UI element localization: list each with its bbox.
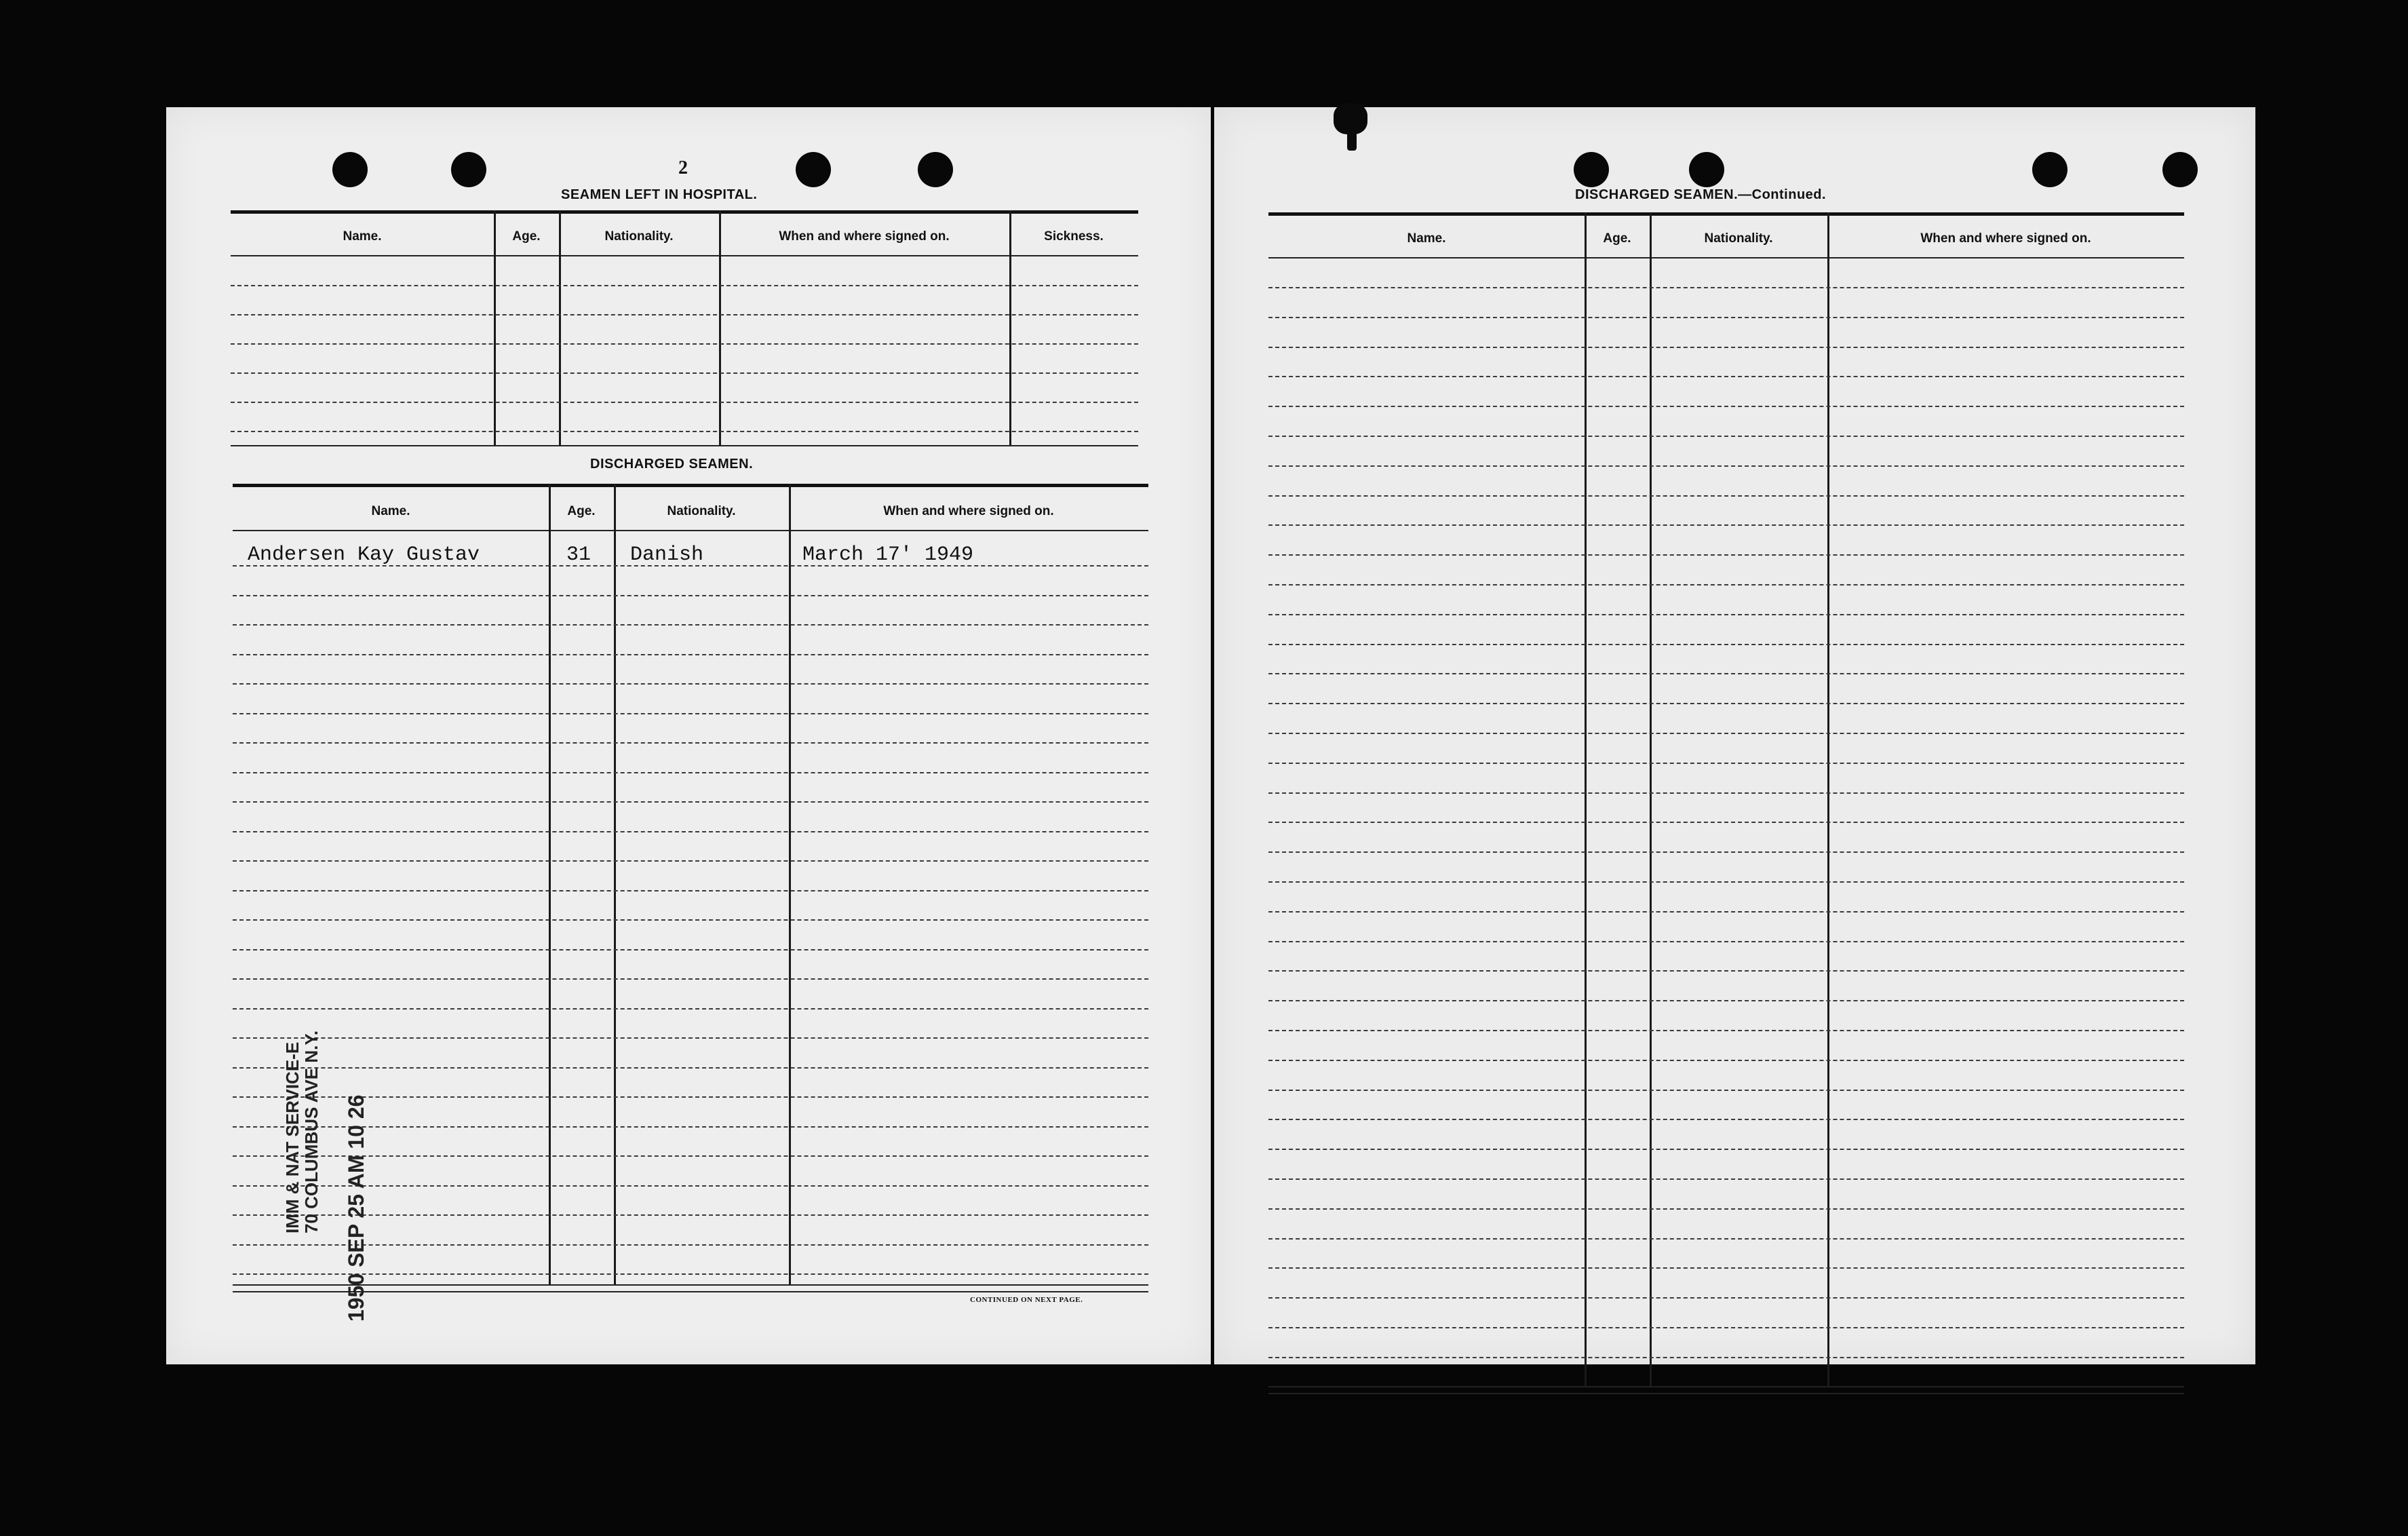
hospital-header-signed-on: When and where signed on.	[779, 229, 950, 244]
continued-header-name: Name.	[1407, 231, 1446, 246]
form-row-rule	[233, 1126, 1148, 1128]
form-row-rule	[233, 1273, 1148, 1275]
form-row-rule	[1268, 1357, 2184, 1358]
continued-footnote: CONTINUED ON NEXT PAGE.	[970, 1296, 1083, 1304]
discharged-section-title: DISCHARGED SEAMEN.	[590, 457, 754, 472]
form-row-rule	[1268, 1090, 2184, 1091]
form-row-rule	[1268, 1327, 2184, 1328]
form-row-rule	[1268, 287, 2184, 288]
form-row-rule	[1268, 851, 2184, 853]
form-row-rule	[1268, 733, 2184, 734]
form-row-rule	[233, 1067, 1148, 1069]
form-row-rule	[233, 565, 1148, 567]
hospital-header-sickness: Sickness.	[1044, 229, 1104, 244]
form-row-rule	[1268, 1238, 2184, 1240]
form-row-rule	[1268, 317, 2184, 318]
form-row-rule	[233, 1037, 1148, 1039]
form-row-rule	[1268, 495, 2184, 497]
form-row-rule	[233, 890, 1148, 891]
form-row-rule	[1268, 941, 2184, 942]
form-row-rule	[1268, 703, 2184, 704]
punch-hole	[332, 152, 368, 187]
form-row-rule	[1268, 584, 2184, 585]
form-row-rule	[233, 654, 1148, 655]
form-row-rule	[233, 919, 1148, 921]
form-row-rule	[1268, 792, 2184, 794]
form-row-rule	[233, 1214, 1148, 1216]
form-row-rule	[233, 949, 1148, 951]
hospital-section-title: SEAMEN LEFT IN HOSPITAL.	[561, 187, 758, 202]
continued-header-age: Age.	[1603, 231, 1631, 246]
hospital-header-age: Age.	[512, 229, 541, 244]
form-row-rule	[233, 713, 1148, 714]
form-row-rule	[1268, 465, 2184, 467]
entry-age: 31	[566, 543, 591, 567]
form-row-rule	[233, 772, 1148, 773]
form-row-rule	[1268, 673, 2184, 674]
discharged-table	[233, 484, 1148, 1366]
received-stamp	[283, 1031, 321, 1233]
entry-name: Andersen Kay Gustav	[248, 543, 480, 567]
form-row-rule	[233, 801, 1148, 803]
form-row-rule	[1268, 1267, 2184, 1269]
page-number: 2	[678, 157, 688, 178]
right-page	[1214, 107, 2255, 1364]
form-row-rule	[1268, 1060, 2184, 1061]
left-page	[166, 107, 1211, 1364]
form-row-rule	[233, 831, 1148, 832]
stamp-line-2: 70 COLUMBUS AVE N.Y.	[301, 1030, 322, 1233]
form-row-rule	[1268, 881, 2184, 883]
form-row-rule	[1268, 554, 2184, 556]
form-row-rule	[233, 1155, 1148, 1157]
punch-hole	[796, 152, 831, 187]
form-row-rule	[1268, 347, 2184, 348]
form-row-rule	[1268, 644, 2184, 645]
continued-header-signed-on: When and where signed on.	[1920, 231, 2091, 246]
form-row-rule	[1268, 1119, 2184, 1120]
form-row-rule	[1268, 524, 2184, 526]
form-row-rule	[233, 860, 1148, 862]
punch-hole	[2162, 152, 2198, 187]
discharged-continued-table	[1268, 212, 2184, 1400]
hospital-header-nationality: Nationality.	[604, 229, 674, 244]
form-row-rule	[1268, 763, 2184, 764]
entry-nationality: Danish	[630, 543, 704, 567]
form-row-rule	[1268, 614, 2184, 615]
form-row-rule	[233, 1096, 1148, 1098]
form-row-rule	[1268, 1030, 2184, 1031]
stamp-date: 1950 SEP 25 AM 10 26	[344, 1094, 368, 1322]
form-row-rule	[1268, 911, 2184, 913]
hospital-table	[231, 210, 1138, 448]
form-row-rule	[1268, 1149, 2184, 1150]
form-row-rule	[1268, 1178, 2184, 1180]
form-row-rule	[233, 595, 1148, 596]
punch-hole	[1574, 152, 1609, 187]
form-row-rule	[233, 1008, 1148, 1010]
form-row-rule	[233, 978, 1148, 980]
form-row-rule	[1268, 1000, 2184, 1001]
discharged-continued-title: DISCHARGED SEAMEN.—Continued.	[1575, 187, 1827, 202]
form-row-rule	[1268, 822, 2184, 823]
form-row-rule	[1268, 436, 2184, 437]
form-row-rule	[233, 624, 1148, 626]
punch-hole	[1689, 152, 1724, 187]
stamp-line-1: IMM & NAT SERVICE-E	[282, 1041, 303, 1233]
form-row-rule	[233, 1244, 1148, 1246]
discharged-header-age: Age.	[567, 504, 596, 518]
form-row-rule	[1268, 376, 2184, 377]
punch-hole	[2032, 152, 2067, 187]
discharged-header-name: Name.	[371, 504, 410, 518]
discharged-header-signed-on: When and where signed on.	[883, 504, 1054, 518]
form-row-rule	[1268, 1297, 2184, 1299]
form-row-rule	[1268, 1208, 2184, 1210]
discharged-header-nationality: Nationality.	[667, 504, 736, 518]
punch-hole	[918, 152, 953, 187]
ink-smudge	[1347, 128, 1357, 151]
form-row-rule	[1268, 970, 2184, 972]
punch-hole	[451, 152, 486, 187]
form-row-rule	[233, 683, 1148, 685]
hospital-header-name: Name.	[343, 229, 382, 244]
form-row-rule	[233, 742, 1148, 744]
continued-header-nationality: Nationality.	[1704, 231, 1773, 246]
entry-signed-on: March 17' 1949	[802, 543, 974, 567]
form-row-rule	[233, 1185, 1148, 1187]
form-row-rule	[1268, 406, 2184, 407]
